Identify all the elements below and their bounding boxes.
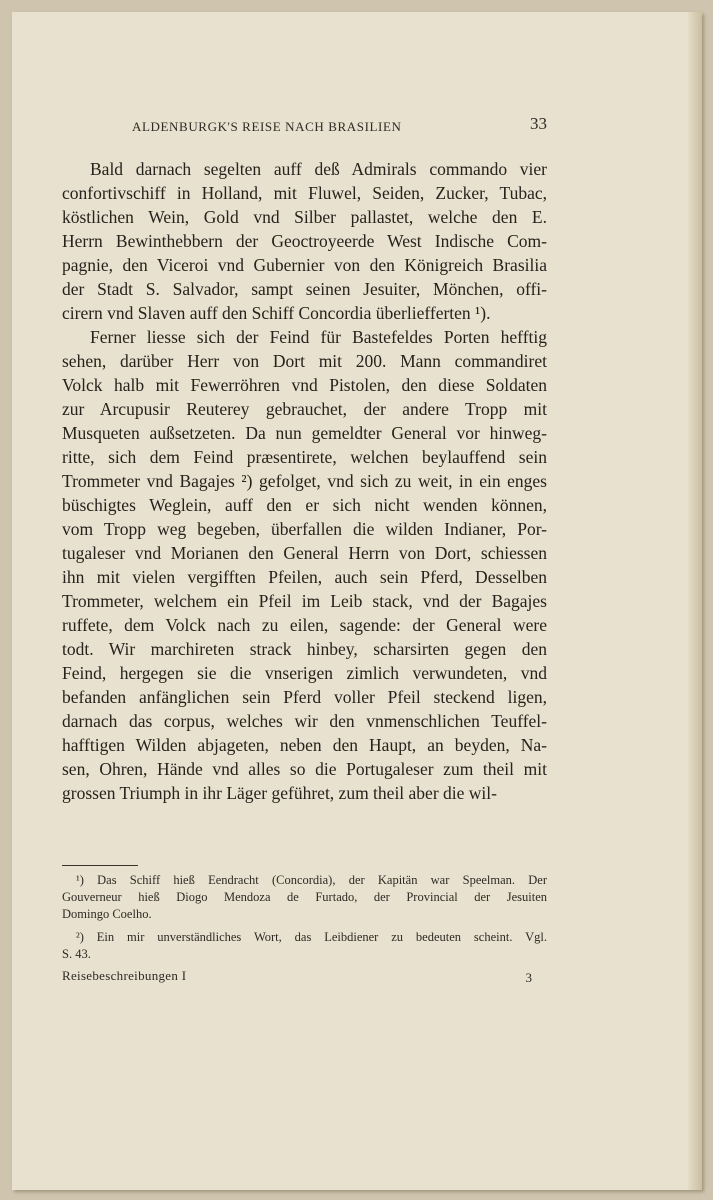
- text-line: Volck halb mit Fewerröhren vnd Pistolen, den diese Soldaten: [62, 375, 547, 395]
- body-text: [62, 157, 547, 805]
- text-line: zur Arcupusir Reuterey gebrauchet, der andere Tropp mit: [62, 399, 547, 419]
- text-line: pagnie, den Viceroi vnd Gubernier von den Königreich Brasilia: [62, 255, 547, 275]
- text-line: ruffete, dem Volck nach zu eilen, sagende: der General were: [62, 615, 547, 635]
- text-line: Musqueten außsetzeten. Da nun gemeldter General vor hinweg-: [62, 423, 547, 443]
- text-line: vom Tropp weg begeben, überfallen die wilden Indianer, Por-: [62, 519, 547, 539]
- paragraph: [62, 157, 547, 325]
- footnote: [62, 872, 547, 923]
- text-line: befanden anfänglichen sein Pferd voller Pfeil steckend ligen,: [62, 687, 547, 707]
- text-line: sehen, darüber Herr von Dort mit 200. Mann commandiret: [62, 351, 547, 371]
- book-page: [12, 12, 702, 1190]
- paragraph: [62, 325, 547, 805]
- text-line: sen, Ohren, Hände vnd alles so die Portugaleser zum theil mit: [62, 759, 547, 779]
- text-line: ihn mit vielen vergifften Pfeilen, auch sein Pferd, Desselben: [62, 567, 547, 587]
- text-line: büschigtes Weglein, auff den er sich nicht wenden können,: [62, 495, 547, 515]
- signature-title: Reisebeschreibungen I: [62, 968, 187, 983]
- text-line: todt. Wir marchireten strack hinbey, scharsirten gegen den: [62, 639, 547, 659]
- text-line: ²) Ein mir unverständliches Wort, das Leibdiener zu bedeuten scheint. Vgl.: [76, 930, 547, 944]
- text-line: Domingo Coelho.: [62, 907, 152, 921]
- signature-number: 3: [525, 970, 532, 985]
- text-line: köstlichen Wein, Gold vnd Silber pallastet, welche den E.: [62, 207, 547, 227]
- text-line: ritte, sich dem Feind præsentirete, welchen beylauffend sein: [62, 447, 547, 467]
- text-line: der Stadt S. Salvador, sampt seinen Jesuiter, Mönchen, offi-: [62, 279, 547, 299]
- text-line: tugaleser vnd Morianen den General Herrn von Dort, schiessen: [62, 543, 547, 563]
- footnotes: [62, 872, 547, 969]
- page-edge: [688, 12, 702, 1190]
- text-line: Bald darnach segelten auff deß Admirals commando vier: [90, 159, 547, 179]
- text-line: Trommeter, welchem ein Pfeil im Leib stack, vnd der Bagajes: [62, 591, 547, 611]
- footnote-rule: [62, 865, 138, 866]
- footnote: [62, 929, 547, 963]
- text-line: Trommeter vnd Bagajes ²) gefolget, vnd sich zu weit, in ein enges: [62, 471, 547, 491]
- text-line: confortivschiff in Holland, mit Fluwel, Seiden, Zucker, Tubac,: [62, 183, 547, 203]
- text-line: Feind, hergegen sie die vnserigen zimlich verwundeten, vnd: [62, 663, 547, 683]
- text-line: S. 43.: [62, 947, 91, 961]
- text-line: grossen Triumph in ihr Läger geführet, zum theil aber die wil-: [62, 783, 497, 803]
- text-line: cirern vnd Slaven auff den Schiff Concordia überliefferten ¹).: [62, 303, 491, 323]
- text-line: Ferner liesse sich der Feind für Bastefeldes Porten hefftig: [90, 327, 547, 347]
- running-head: [132, 114, 547, 138]
- text-line: Herrn Bewinthebbern der Geoctroyeerde West Indische Com-: [62, 231, 547, 251]
- running-head-title: ALDENBURGK'S REISE NACH BRASILIEN: [132, 119, 402, 134]
- page-number: 33: [530, 114, 547, 133]
- text-line: Gouverneur hieß Diogo Mendoza de Furtado, der Provincial der Jesuiten: [62, 890, 547, 904]
- text-line: hafftigen Wilden abjageten, neben den Haupt, an beyden, Na-: [62, 735, 547, 755]
- text-line: ¹) Das Schiff hieß Eendracht (Concordia), der Kapitän war Speelman. Der: [76, 873, 547, 887]
- text-line: darnach das corpus, welches wir den vnmenschlichen Teuffel-: [62, 711, 547, 731]
